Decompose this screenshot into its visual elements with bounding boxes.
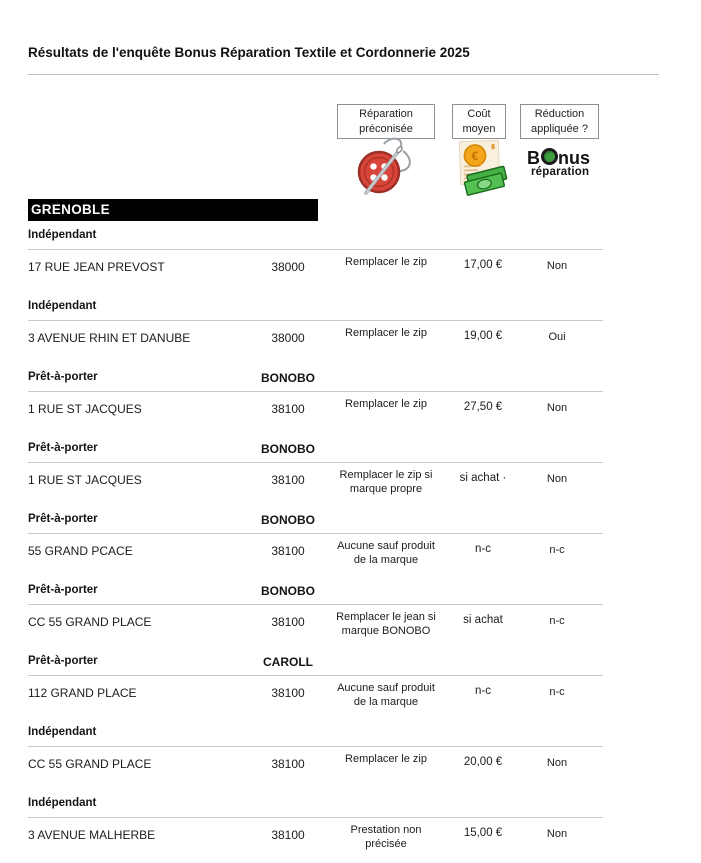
category-row — [28, 300, 701, 314]
column-header-repair-line1: Réparation — [359, 108, 413, 120]
category-row — [28, 726, 701, 740]
column-header-reduction — [520, 104, 599, 139]
reduction-cell: Oui — [548, 331, 566, 343]
cost-cell: si achat — [463, 614, 503, 626]
repair-cell: Remplacer le jean si marque BONOBO — [336, 611, 436, 637]
table-row — [28, 822, 701, 860]
bonus-logo-line1 — [527, 148, 603, 167]
table-group — [28, 371, 701, 434]
title-underline — [28, 74, 659, 75]
repair-cell: Remplacer le zip — [345, 256, 427, 268]
brand-label: BONOBO — [261, 584, 315, 598]
row-divider — [28, 675, 603, 676]
bonus-logo-nus: nus — [558, 148, 591, 168]
bonus-logo-button-icon — [541, 148, 558, 165]
category-label: Indépendant — [28, 726, 97, 738]
svg-text:€: € — [471, 149, 479, 163]
cost-cell: n-c — [475, 685, 491, 697]
coin-banknotes-icon — [453, 138, 511, 201]
row-divider — [28, 533, 603, 534]
column-header-cost-line1: Coût — [467, 108, 491, 120]
table-group — [28, 300, 701, 363]
repair-cell: Remplacer le zip — [345, 327, 427, 339]
row-divider — [28, 249, 603, 250]
address-cell: CC 55 GRAND PLACE — [28, 757, 152, 771]
repair-cell: Remplacer le zip — [345, 753, 427, 765]
table-row — [28, 538, 701, 576]
row-divider — [28, 746, 603, 747]
address-cell: 3 AVENUE RHIN ET DANUBE — [28, 331, 191, 345]
cost-cell: 20,00 € — [463, 756, 503, 768]
address-cell: 55 GRAND PCACE — [28, 544, 133, 558]
row-divider — [28, 462, 603, 463]
category-row — [28, 442, 701, 456]
repair-cell: Remplacer le zip — [345, 398, 427, 410]
row-divider — [28, 817, 603, 818]
repair-cell: Aucune sauf produit de la marque — [337, 540, 435, 566]
category-label: Prêt-à-porter — [28, 584, 98, 596]
category-row — [28, 371, 701, 385]
postal-code-cell: 38100 — [271, 473, 305, 487]
table-group — [28, 726, 701, 789]
postal-code-cell: 38000 — [271, 331, 305, 345]
table-group — [28, 655, 701, 718]
address-cell: CC 55 GRAND PLACE — [28, 615, 152, 629]
row-divider — [28, 320, 603, 321]
cost-cell: 19,00 € — [463, 330, 503, 342]
repair-cell: Remplacer le zip si marque propre — [339, 469, 433, 495]
reduction-cell: Non — [546, 473, 568, 485]
brand-label: BONOBO — [261, 371, 315, 385]
column-header-reduction-line2: appliquée ? — [531, 123, 588, 135]
table-row — [28, 325, 701, 363]
column-header-repair-line2: préconisée — [359, 123, 413, 135]
row-divider — [28, 391, 603, 392]
category-row — [28, 655, 701, 669]
category-label: Prêt-à-porter — [28, 371, 98, 383]
brand-label: CAROLL — [263, 655, 313, 669]
category-row — [28, 584, 701, 598]
address-cell: 17 RUE JEAN PREVOST — [28, 260, 165, 274]
column-header-cost-line2: moyen — [462, 123, 496, 135]
table-row — [28, 254, 701, 292]
address-cell: 1 RUE ST JACQUES — [28, 402, 142, 416]
table-row — [28, 467, 701, 505]
postal-code-cell: 38100 — [271, 828, 305, 842]
category-label: Indépendant — [28, 229, 97, 241]
repair-cell: Prestation non précisée — [350, 824, 422, 850]
brand-label: BONOBO — [261, 513, 315, 527]
postal-code-cell: 38100 — [271, 402, 305, 416]
postal-code-cell: 38100 — [271, 615, 305, 629]
button-needle-icon — [354, 137, 414, 204]
cost-cell: 15,00 € — [463, 827, 503, 839]
category-row — [28, 513, 701, 527]
address-cell: 3 AVENUE MALHERBE — [28, 828, 156, 842]
address-cell: 1 RUE ST JACQUES — [28, 473, 142, 487]
postal-code-cell: 38100 — [271, 757, 305, 771]
bonus-logo-b: B — [527, 148, 540, 168]
column-header-cost — [452, 104, 506, 139]
reduction-cell: Non — [546, 402, 568, 414]
reduction-cell: Non — [546, 757, 568, 769]
table-group — [28, 442, 701, 505]
postal-code-cell: 38100 — [271, 686, 305, 700]
reduction-cell: Non — [546, 828, 568, 840]
postal-code-cell: 38000 — [271, 260, 305, 274]
address-cell: 112 GRAND PLACE — [28, 686, 137, 700]
table-row — [28, 396, 701, 434]
reduction-cell: n-c — [549, 544, 565, 556]
table-row — [28, 680, 701, 718]
bonus-reparation-logo — [527, 148, 603, 178]
cost-cell: 17,00 € — [463, 259, 503, 271]
category-label: Prêt-à-porter — [28, 513, 98, 525]
category-label: Indépendant — [28, 300, 97, 312]
category-label: Prêt-à-porter — [28, 442, 98, 454]
table-group — [28, 513, 701, 576]
bonus-logo-line2: réparation — [531, 166, 590, 178]
category-row — [28, 229, 701, 243]
repair-cell: Aucune sauf produit de la marque — [337, 682, 435, 708]
category-label: Indépendant — [28, 797, 97, 809]
table-group — [28, 584, 701, 647]
column-header-reduction-line1: Réduction — [534, 108, 585, 120]
category-label: Prêt-à-porter — [28, 655, 98, 667]
cost-cell: si achat · — [459, 472, 507, 484]
brand-label: BONOBO — [261, 442, 315, 456]
table-group — [28, 229, 701, 292]
reduction-cell: Non — [546, 260, 568, 272]
page-title: Résultats de l'enquête Bonus Réparation Textile et Cordonnerie 2025 — [28, 45, 470, 60]
table-group — [28, 797, 701, 860]
cost-cell: 27,50 € — [463, 401, 503, 413]
category-row — [28, 797, 701, 811]
column-header-repair — [337, 104, 435, 139]
table-row — [28, 609, 701, 647]
row-divider — [28, 604, 603, 605]
cost-cell: n-c — [475, 543, 491, 555]
city-banner: GRENOBLE — [28, 199, 318, 221]
reduction-cell: n-c — [549, 615, 565, 627]
postal-code-cell: 38100 — [271, 544, 305, 558]
table-row — [28, 751, 701, 789]
results-table — [0, 221, 701, 860]
reduction-cell: n-c — [549, 686, 565, 698]
